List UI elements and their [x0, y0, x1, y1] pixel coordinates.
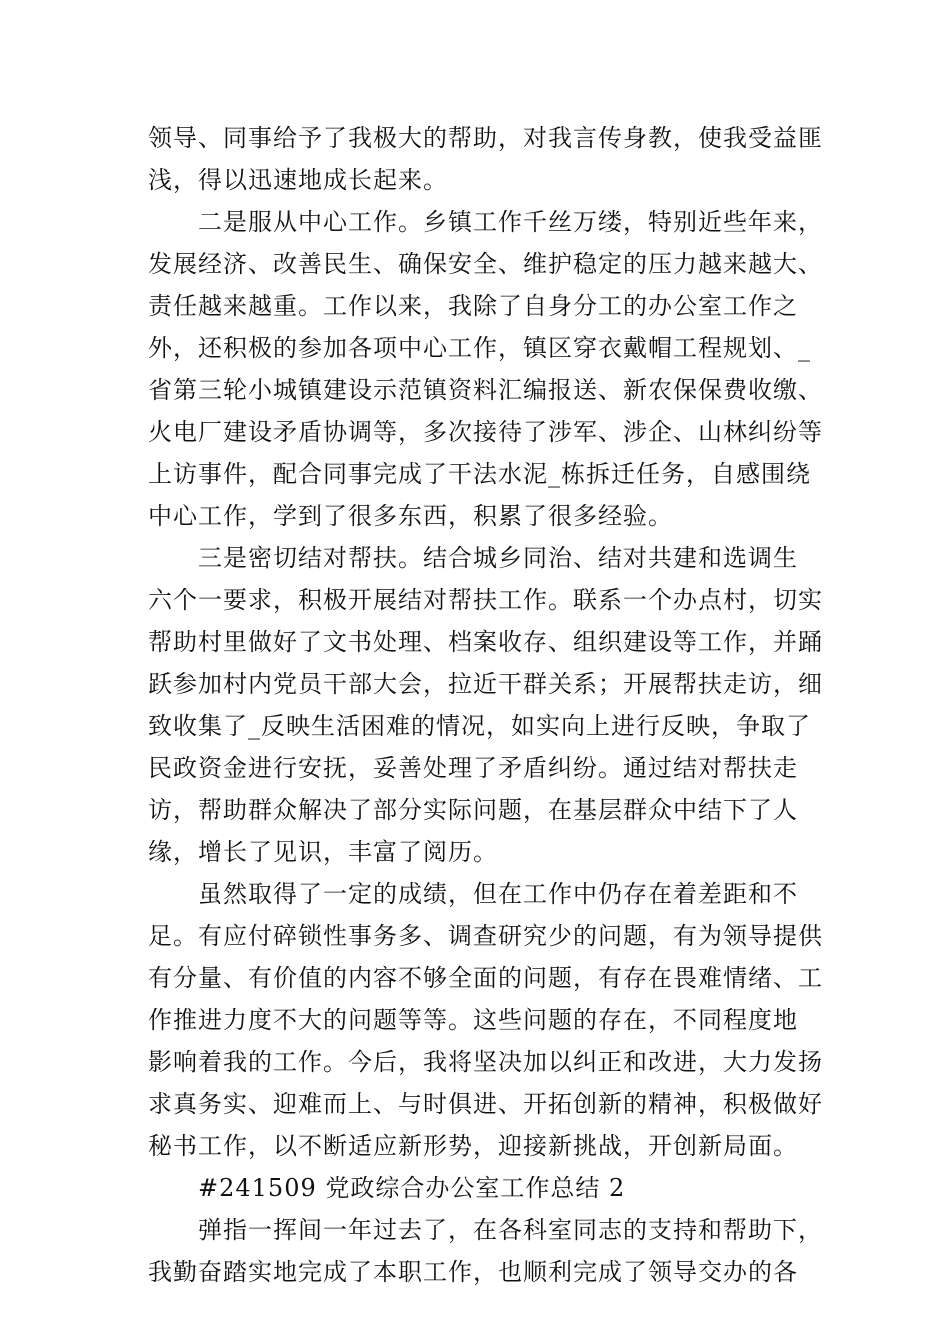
text-line: 民政资金进行安抚，妥善处理了矛盾纠纷。通过结对帮扶走: [148, 754, 798, 782]
text-line: 作推进力度不大的问题等等。这些问题的存在，不同程度地: [148, 1006, 798, 1034]
text-line: 责任越来越重。工作以来，我除了自身分工的办公室工作之: [148, 292, 798, 320]
text-line: 求真务实、迎难而上、与时俱进、开拓创新的精神，积极做好: [148, 1090, 823, 1118]
text-line: 跃参加村内党员干部大会，拉近干群关系；开展帮扶走访，细: [148, 670, 823, 698]
text-line: 六个一要求，积极开展结对帮扶工作。联系一个办点村，切实: [148, 586, 823, 614]
section-heading: #241509 党政综合办公室工作总结 2: [198, 1174, 626, 1202]
text-line: 省第三轮小城镇建设示范镇资料汇编报送、新农保保费收缴、: [148, 376, 823, 404]
text-line: 秘书工作，以不断适应新形势，迎接新挑战，开创新局面。: [148, 1132, 798, 1160]
text-line: 外，还积极的参加各项中心工作，镇区穿衣戴帽工程规划、_: [148, 334, 811, 362]
text-line: 缘，增长了见识，丰富了阅历。: [148, 838, 498, 866]
text-line: 领导、同事给予了我极大的帮助，对我言传身教，使我受益匪: [148, 124, 823, 152]
text-line: 致收集了_反映生活困难的情况，如实向上进行反映，争取了: [148, 712, 811, 740]
text-line: 发展经济、改善民生、确保安全、维护稳定的压力越来越大、: [148, 250, 823, 278]
document-body: [148, 117, 828, 1293]
text-line: 浅，得以迅速地成长起来。: [148, 166, 448, 194]
text-line: 访，帮助群众解决了部分实际问题，在基层群众中结下了人: [148, 796, 798, 824]
paragraph-start-line: 弹指一挥间一年过去了，在各科室同志的支持和帮助下，: [198, 1216, 823, 1244]
paragraph-start-line: 二是服从中心工作。乡镇工作千丝万缕，特别近些年来，: [198, 208, 823, 236]
text-line: 上访事件，配合同事完成了干法水泥_栋拆迁任务，自感围绕: [148, 460, 811, 488]
text-line: 火电厂建设矛盾协调等，多次接待了涉军、涉企、山林纠纷等: [148, 418, 823, 446]
text-line: 足。有应付碎锁性事务多、调查研究少的问题，有为领导提供: [148, 922, 823, 950]
text-line: 有分量、有价值的内容不够全面的问题，有存在畏难情绪、工: [148, 964, 823, 992]
text-line: 影响着我的工作。今后，我将坚决加以纠正和改进，大力发扬: [148, 1048, 823, 1076]
paragraph-start-line: 三是密切结对帮扶。结合城乡同治、结对共建和选调生: [198, 544, 798, 572]
paragraph-start-line: 虽然取得了一定的成绩，但在工作中仍存在着差距和不: [198, 880, 798, 908]
text-line: 我勤奋踏实地完成了本职工作，也顺利完成了领导交办的各: [148, 1258, 798, 1286]
text-line: 中心工作，学到了很多东西，积累了很多经验。: [148, 502, 673, 530]
text-line: 帮助村里做好了文书处理、档案收存、组织建设等工作，并踊: [148, 628, 823, 656]
